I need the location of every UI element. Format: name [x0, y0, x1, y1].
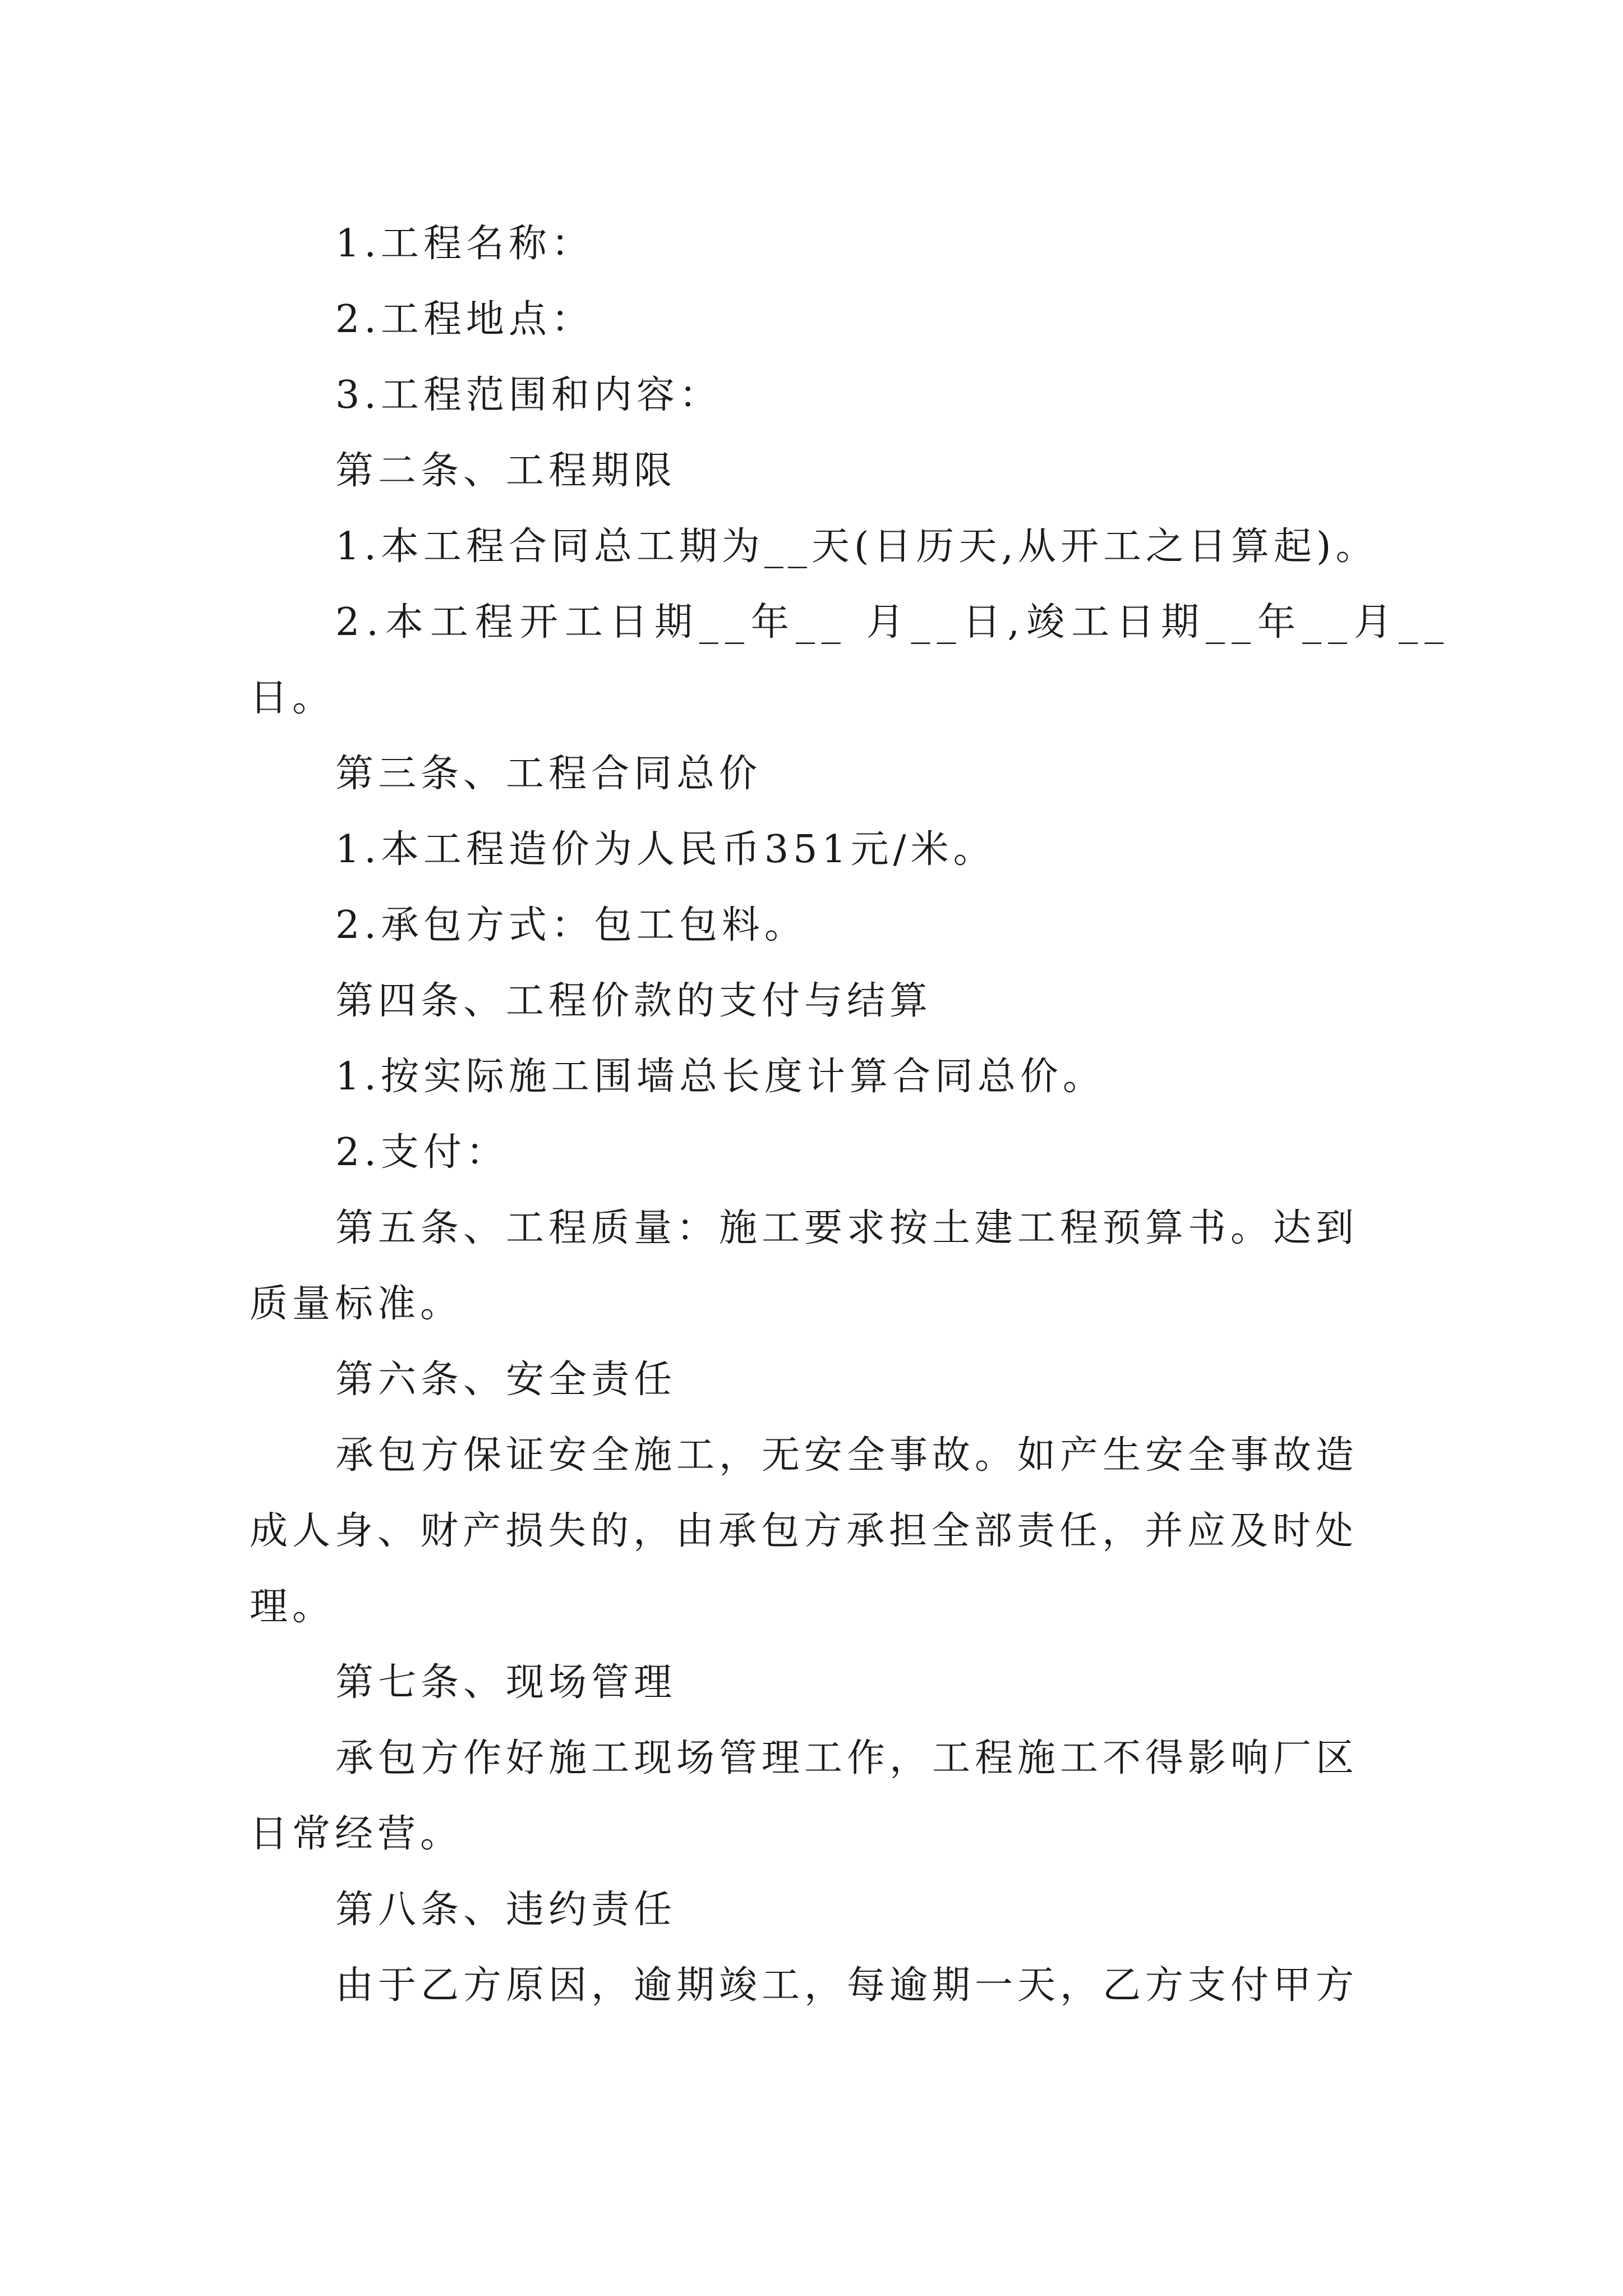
clause-line-breach: 由于乙方原因，逾期竣工，每逾期一天，乙方支付甲方: [335, 1963, 1359, 2008]
clause-line-price: 1.本工程造价为人民币351元/米。: [335, 827, 996, 872]
clause-line-payment: 2.支付：: [335, 1130, 509, 1175]
clause-line-settlement: 1.按实际施工围墙总长度计算合同总价。: [335, 1055, 1105, 1099]
section-heading-article-4: 第四条、工程价款的支付与结算: [335, 979, 933, 1023]
clause-line-safety-3: 理。: [250, 1585, 335, 1629]
clause-line-dates: 2.本工程开工日期__年__ 月__日,竣工日期__年__月__: [335, 600, 1451, 645]
clause-line-quality-cont: 质量标准。: [250, 1282, 463, 1326]
clause-line-site-management-1: 承包方作好施工现场管理工作，工程施工不得影响厂区: [335, 1736, 1359, 1780]
clause-line-safety-2: 成人身、财产损失的，由承包方承担全部责任，并应及时处: [250, 1509, 1358, 1553]
clause-line-dates-cont: 日。: [250, 676, 335, 720]
section-heading-article-2: 第二条、工程期限: [335, 449, 677, 493]
section-heading-article-3: 第三条、工程合同总价: [335, 752, 762, 796]
section-heading-article-8: 第八条、违约责任: [335, 1888, 677, 1932]
section-heading-article-7: 第七条、现场管理: [335, 1660, 677, 1705]
clause-line-project-name: 1.工程名称：: [335, 222, 594, 266]
section-heading-article-6: 第六条、安全责任: [335, 1358, 677, 1402]
clause-line-duration: 1.本工程合同总工期为__天(日历天,从开工之日算起)。: [335, 524, 1378, 569]
clause-line-project-scope: 3.工程范围和内容：: [335, 373, 722, 417]
clause-line-safety-1: 承包方保证安全施工，无安全事故。如产生安全事故造: [335, 1433, 1359, 1478]
clause-line-contract-mode: 2.承包方式：包工包料。: [335, 903, 807, 947]
clause-line-site-management-2: 日常经营。: [250, 1812, 463, 1856]
section-heading-article-5: 第五条、工程质量：施工要求按土建工程预算书。达到: [335, 1206, 1359, 1250]
clause-line-project-location: 2.工程地点：: [335, 297, 594, 342]
